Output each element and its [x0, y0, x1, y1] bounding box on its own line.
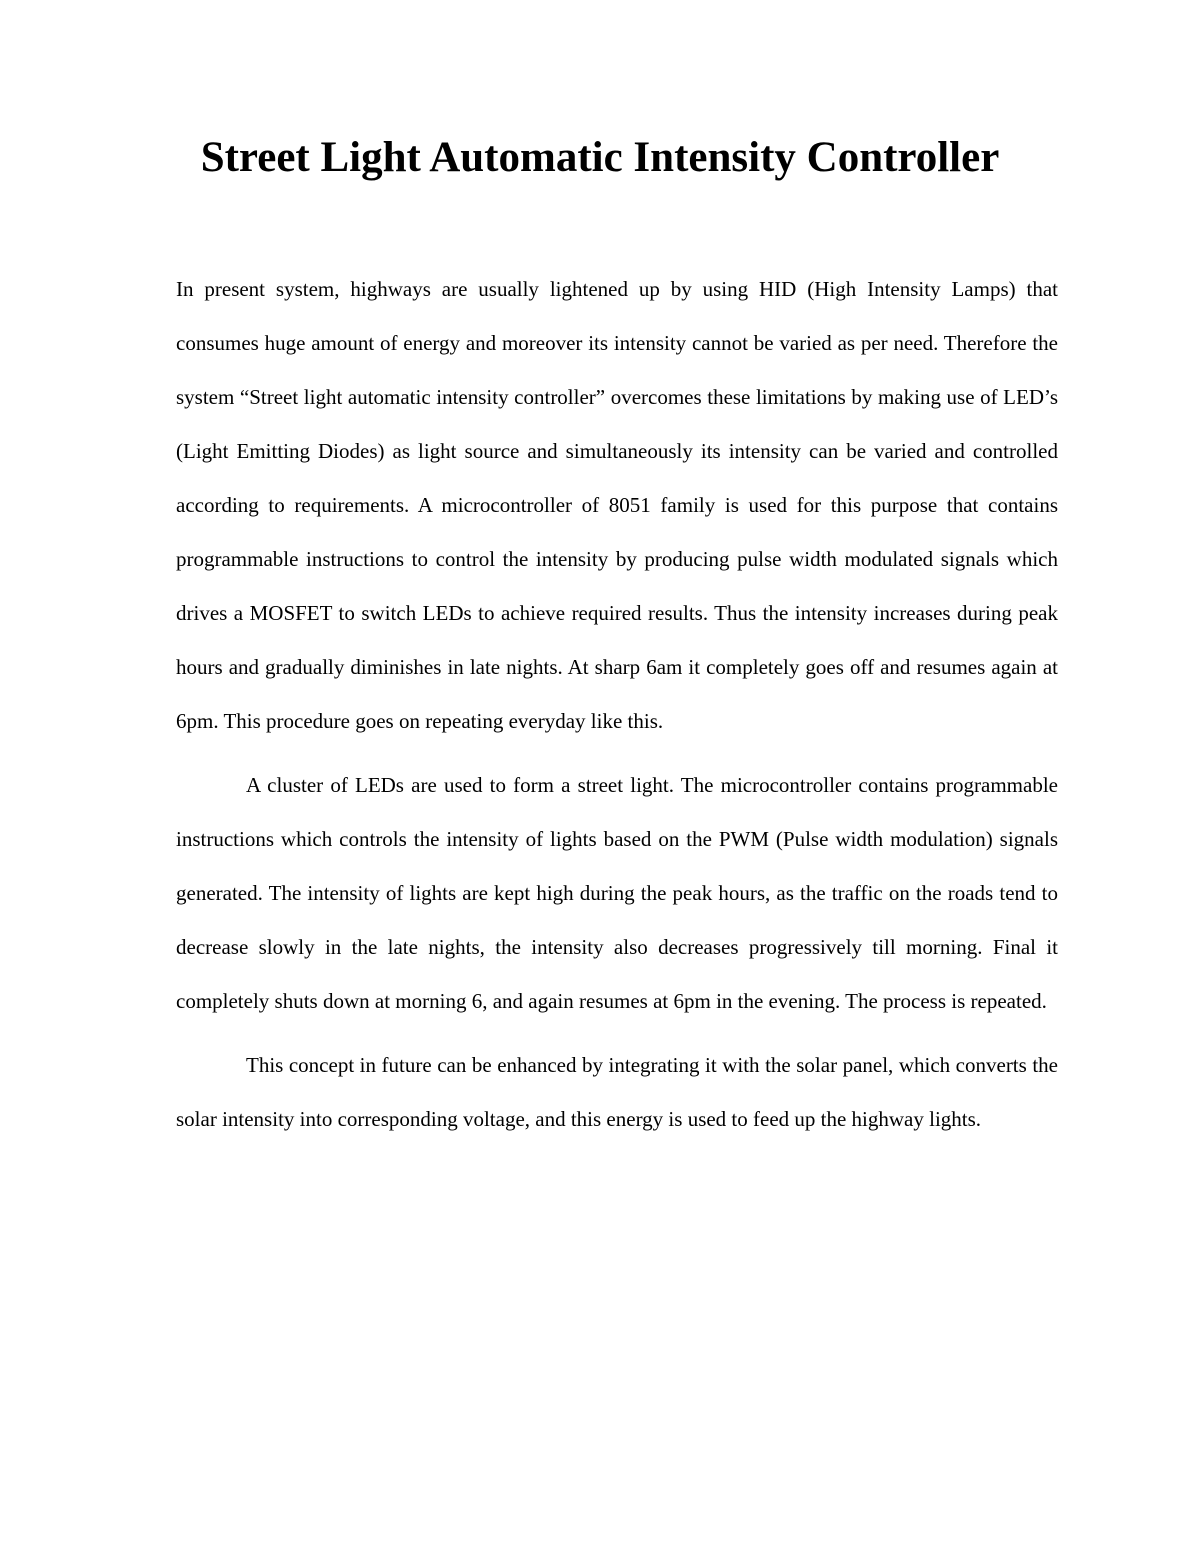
document-body — [176, 262, 1058, 1156]
paragraph-intro: In present system, highways are usually lightened up by using HID (High Intensity Lamps) that consumes huge amount of energy and moreover its intensity cannot be varied as per need. Therefore the system “Street light automatic intensity controller” overcomes these limitations by making use of LED’s (Light Emitting Diodes) as light source and simultaneously its intensity can be varied and controlled according to requirements. A microcontroller of 8051 family is used for this purpose that contains programmable instructions to control the intensity by producing pulse width modulated signals which drives a MOSFET to switch LEDs to achieve required results. Thus the intensity increases during peak hours and gradually diminishes in late nights. At sharp 6am it completely goes off and resumes again at 6pm. This procedure goes on repeating everyday like this. — [176, 277, 1058, 733]
paragraph-future-scope: This concept in future can be enhanced by integrating it with the solar panel, which converts the solar intensity into corresponding voltage, and this energy is used to feed up the highway lights. — [176, 1053, 1058, 1131]
document-title: Street Light Automatic Intensity Controller — [200, 134, 1000, 181]
paragraph-led-cluster: A cluster of LEDs are used to form a street light. The microcontroller contains programmable instructions which controls the intensity of lights based on the PWM (Pulse width modulation) signals generated. The intensity of lights are kept high during the peak hours, as the traffic on the roads tend to decrease slowly in the late nights, the intensity also decreases progressively till morning. Final it completely shuts down at morning 6, and again resumes at 6pm in the evening. The process is repeated. — [176, 773, 1058, 1013]
